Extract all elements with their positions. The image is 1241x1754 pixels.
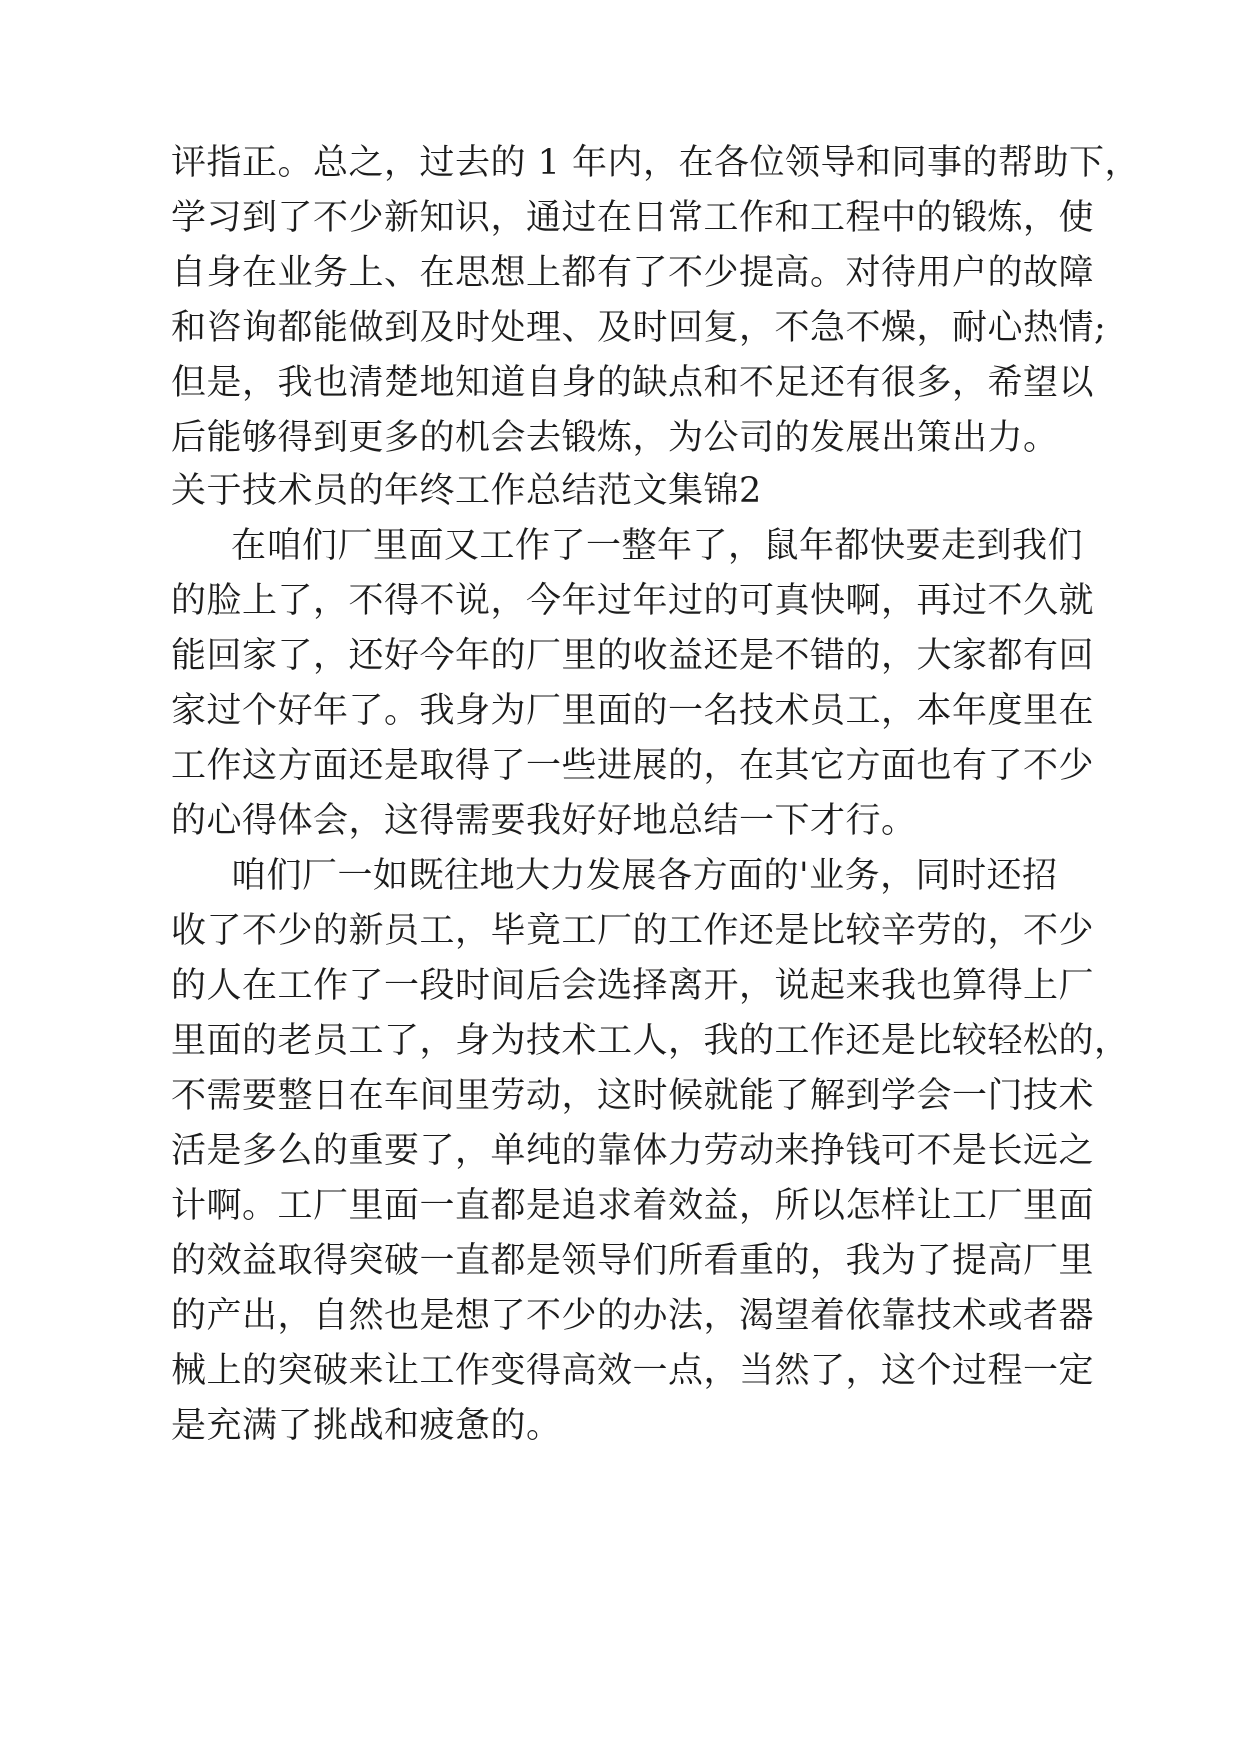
text-line: 械上的突破来让工作变得高效一点，当然了，这个过程一定 — [171, 1351, 1095, 1391]
text-line: 学习到了不少新知识，通过在日常工作和工程中的锻炼，使 — [171, 198, 1095, 238]
text-line: 的产出，自然也是想了不少的办法，渴望着依靠技术或者器 — [171, 1296, 1095, 1336]
paragraph-first-line: 在咱们厂里面又工作了一整年了，鼠年都快要走到我们 — [231, 526, 1084, 566]
text-line: 家过个好年了。我身为厂里面的一名技术员工，本年度里在 — [171, 691, 1095, 731]
text-line: 收了不少的新员工，毕竟工厂的工作还是比较辛劳的，不少 — [171, 911, 1095, 951]
text-line: 是充满了挑战和疲惫的。 — [171, 1406, 562, 1446]
text-line: 的效益取得突破一直都是领导们所看重的，我为了提高厂里 — [171, 1241, 1095, 1281]
text-line: 不需要整日在车间里劳动，这时候就能了解到学会一门技术 — [171, 1076, 1095, 1116]
paragraph-first-line: 咱们厂一如既往地大力发展各方面的'业务，同时还招 — [231, 856, 1058, 896]
text-line: 后能够得到更多的机会去锻炼，为公司的发展出策出力。 — [171, 418, 1059, 458]
text-line: 里面的老员工了，身为技术工人，我的工作还是比较轻松的， — [171, 1021, 1130, 1061]
text-line: 活是多么的重要了，单纯的靠体力劳动来挣钱可不是长远之 — [171, 1131, 1095, 1171]
text-line: 计啊。工厂里面一直都是追求着效益，所以怎样让工厂里面 — [171, 1186, 1095, 1226]
text-line: 的心得体会，这得需要我好好地总结一下才行。 — [171, 801, 917, 841]
section-heading: 关于技术员的年终工作总结范文集锦2 — [171, 471, 762, 511]
text-line: 工作这方面还是取得了一些进展的，在其它方面也有了不少 — [171, 746, 1095, 786]
text-line: 能回家了，还好今年的厂里的收益还是不错的，大家都有回 — [171, 636, 1095, 676]
text-line: 自身在业务上、在思想上都有了不少提高。对待用户的故障 — [171, 253, 1095, 293]
text-line: 评指正。总之，过去的 1 年内，在各位领导和同事的帮助下， — [171, 143, 1141, 183]
text-line: 的脸上了，不得不说，今年过年过的可真快啊，再过不久就 — [171, 581, 1095, 621]
text-line: 但是，我也清楚地知道自身的缺点和不足还有很多，希望以 — [171, 363, 1095, 403]
text-line: 和咨询都能做到及时处理、及时回复，不急不燥，耐心热情; — [171, 308, 1107, 348]
text-line: 的人在工作了一段时间后会选择离开，说起来我也算得上厂 — [171, 966, 1095, 1006]
